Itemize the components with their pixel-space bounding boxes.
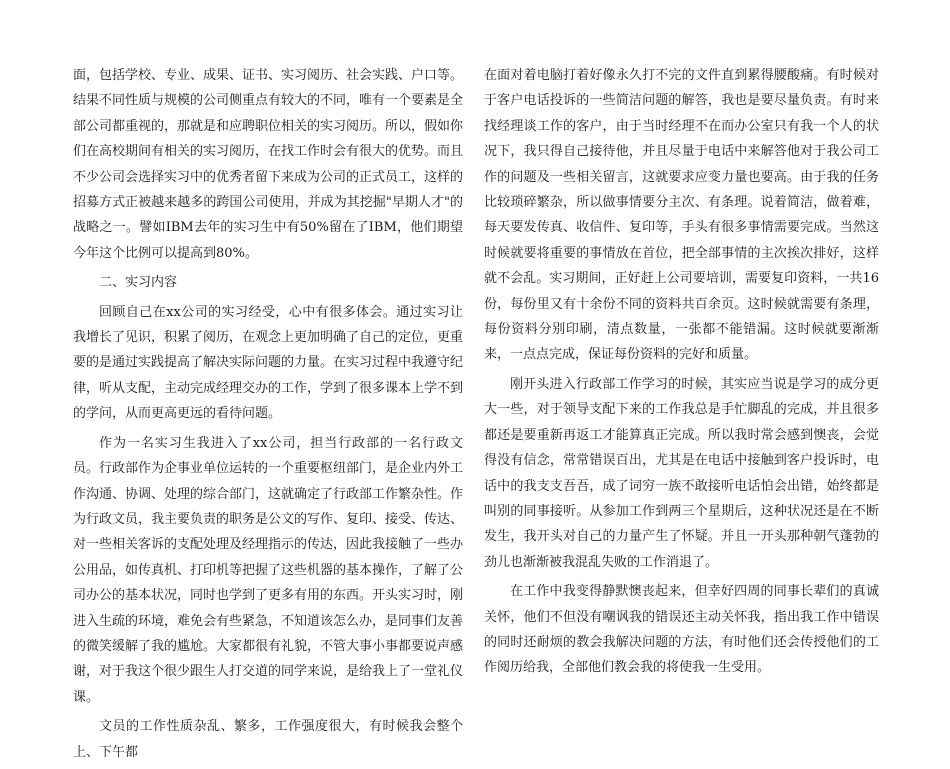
- paragraph-intro-continuation: 面，包括学校、专业、成果、证书、实习阅历、社会实践、户口等。结果不同性质与规模的公司侧重点有较大的不同，唯有一个要素是全部公司都重视的，那就是和应聘职位相关的实习阅历。所以，假如你们在高校期间有相关的实习阅历，在找工作时会有很大的优势。而且不少公司会选择实习中的优秀者留下来成为公司的正式员工，这样的招募方式正被越来越多的跨国公司使用，并成为其挖掘"早期人才"的战略之一。譬如IBM去年的实习生中有50%留在了IBM，他们期望今年这个比例可以提高到80%。: [73, 68, 464, 261]
- paragraph-clerk-work-continuation: 在面对着电脑打着好像永久打不完的文件直到累得腰酸痛。有时候对于客户电话投诉的一些简洁问题的解答，我也是要尽量负责。有时来找经理谈工作的客户，由于当时经理不在而办公室只有我一个人的状况下，我只得自己接待他，并且尽量于电话中来解答他对于我公司工作的问题及一些相关留言，这就要求应变力量也要高。由于我的任务比较琐碎繁杂，所以做事情要分主次、有条理。说着简洁，做着难，每天要发传真、收信件、复印等，手头有很多事情需要完成。当然这时候就要将重要的事情放在首位，把全部事情的主次挨次排好，这样就不会乱。实习期间，正好赶上公司要培训，需要复印资料，一共16份，每份里又有十余份不同的资料共百余页。这时候就需要有条理，每份资料分别印刷，清点数量，一张都不能错漏。这时候就要渐渐来，一点点完成，保证每份资料的完好和质量。: [484, 68, 879, 363]
- paragraph-clerk-work: 文员的工作性质杂乱、繁多，工作强度很大，有时候我会整个上、下午都: [73, 719, 463, 760]
- left-column: [73, 63, 463, 769]
- section-heading-internship-content: 二、实习内容: [99, 275, 178, 291]
- right-column: [484, 63, 879, 685]
- paragraph-early-struggles: 刚开头进入行政部工作学习的时候，其实应当说是学习的成分更大一些，对于领导支配下来的工作我总是手忙脚乱的完成，并且很多都还是要重新再返工才能算真正完成。所以我时常会感到懊丧，会觉得没有信念，常常错误百出，尤其是在电话中接触到客户投诉时，电话中的我支支吾吾，成了词穷一族不敢接听电话怕会出错，始终都是叫别的同事接听。从参加工作到两三个星期后，这种状况还是在不断发生，我开头对自己的力量产生了怀疑。并且一开头那种朝气蓬勃的劲儿也渐渐被我混乱失败的工作消退了。: [484, 376, 879, 570]
- paragraph-colleagues-help: 在工作中我变得静默懊丧起来，但幸好四周的同事长辈们的真诚关怀，他们不但没有嘲讽我的错误还主动关怀我，指出我工作中错误的同时还耐烦的教会我解决问题的方法，有时他们还会传授他们的工作阅历给我，全部他们教会我的将使我一生受用。: [484, 584, 879, 676]
- paragraph-review: 回顾自己在xx公司的实习经受，心中有很多体会。通过实习让我增长了见识，积累了阅历，在观念上更加明确了自己的定位，更重要的是通过实践提高了解决实际问题的力量。在实习过程中我遵守纪律，听从支配，主动完成经理交办的工作，学到了很多课本上学不到的学问，从而更高更远的看待问题。: [73, 304, 464, 422]
- paragraph-role: 作为一名实习生我进入了xx公司，担当行政部的一名行政文员。行政部作为企事业单位运转的一个重要枢纽部门，是企业内外工作沟通、协调、处理的综合部门，这就确定了行政部工作繁杂性。作为行政文员，我主要负责的职务是公文的写作、复印、接受、传达、对一些相关客诉的支配处理及经理指示的传达，因此我接触了一些办公用品，如传真机、打印机等把握了这些机器的基本操作，了解了公司办公的基本状况，同时也学到了更多有用的东西。开头实习时，刚进入生疏的环境，难免会有些紧急，不知道该怎么办，是同事们友善的微笑缓解了我的尴尬。大家都很有礼貌，不管大事小事都要说声感谢，对于我这个很少跟生人打交道的同学来说，是给我上了一堂礼仪课。: [73, 435, 464, 705]
